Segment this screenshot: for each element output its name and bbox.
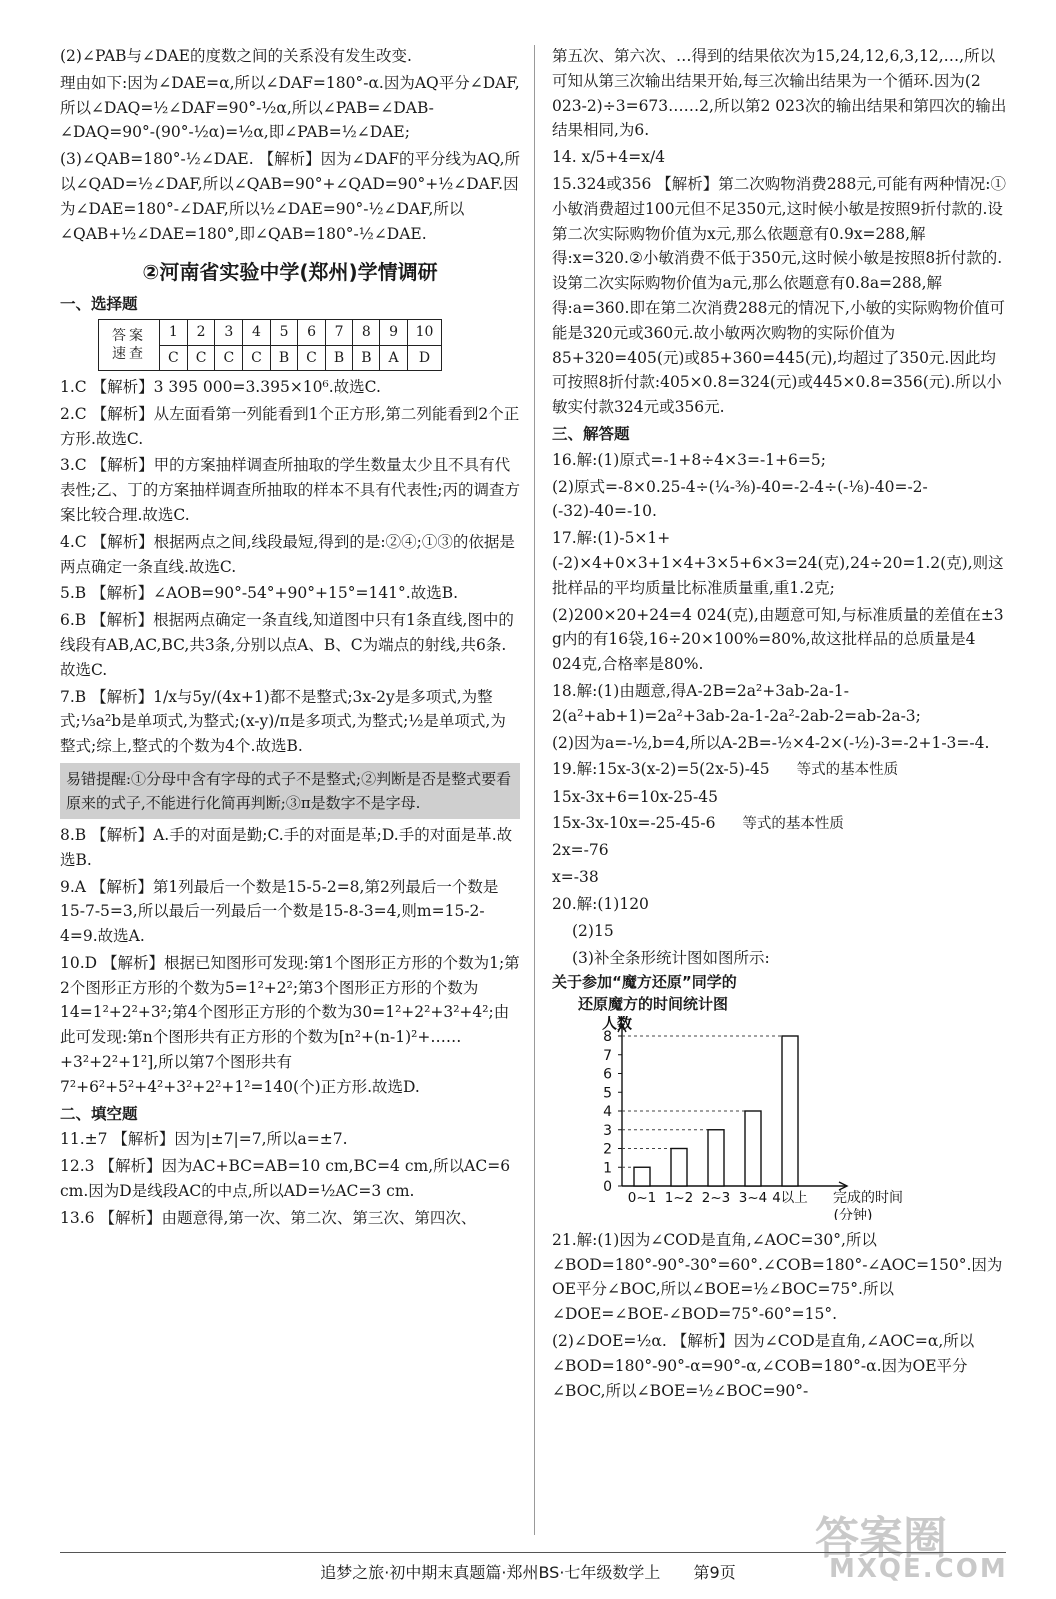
answer-19-step: 15x-3x-10x=-25-45-6 xyxy=(552,814,716,833)
answer-num: 10 xyxy=(407,320,442,345)
answer-letter: B xyxy=(270,345,297,370)
section-heading: ②河南省实验中学(郑州)学情调研 xyxy=(142,260,438,285)
answer-letter: A xyxy=(380,345,407,370)
y-axis-label: 人数 xyxy=(602,1015,633,1032)
left-column xyxy=(60,44,520,1233)
answer-part-2-body: 理由如下:因为∠DAE=α,所以∠DAF=180°-α.因为AQ平分∠DAF,所以∠DAQ=½∠DAF=90°-½α,所以∠PAB=∠DAB-∠DAQ=90°-(90°-½α)=½α,即∠PAB=½∠DAE; xyxy=(60,73,520,142)
answer-19-step: 19.解:15x-3(x-2)=5(2x-5)-45 xyxy=(552,760,770,779)
x-tick-label: 3~4 xyxy=(738,1189,768,1206)
answer-19-line xyxy=(552,811,1007,836)
answer-1: 1.C 【解析】3 395 000=3.395×10⁶.故选C. xyxy=(60,377,381,396)
answer-letter: B xyxy=(353,345,380,370)
x-axis-label: 完成的时间 xyxy=(833,1189,903,1206)
x-tick-label: 1~2 xyxy=(664,1189,694,1206)
answer-num: 1 xyxy=(160,320,188,345)
answer-18-1: 18.解:(1)由题意,得A-2B=2a²+3ab-2a-1-2(a²+ab+1)=2a²+3ab-2a-1-2a²-2ab-2=ab-2a-3; xyxy=(552,681,921,725)
x-axis-unit: (分钟) xyxy=(833,1207,873,1220)
chart-title-line-2: 还原魔方的时间统计图 xyxy=(578,995,729,1014)
y-tick-label: 1 xyxy=(603,1160,612,1177)
answer-14: 14. x/5+4=x/4 xyxy=(552,148,666,167)
answer-table-header: 答案速查 xyxy=(99,320,160,371)
bar xyxy=(782,1036,798,1186)
watermark-logo xyxy=(815,1502,1008,1594)
answer-11: 11.±7 【解析】因为|±7|=7,所以a=±7. xyxy=(60,1130,348,1149)
answer-num: 3 xyxy=(215,320,243,345)
y-tick-label: 0 xyxy=(603,1178,612,1195)
answer-19-note: 等式的基本性质 xyxy=(796,762,899,779)
section-solve-title: 三、解答题 xyxy=(552,424,630,443)
answer-letter: C xyxy=(187,345,215,370)
answer-20-2: (2)15 xyxy=(572,921,614,940)
answer-table-number-row xyxy=(99,320,442,345)
answer-2: 2.C 【解析】从左面看第一列能看到1个正方形,第二列能看到2个正方形.故选C. xyxy=(60,404,520,448)
answer-letter: C xyxy=(215,345,243,370)
answer-9: 9.A 【解析】第1列最后一个数是15-5-2=8,第2列最后一个数是15-7-5=3,所以最后一列最后一个数是15-8-3=4,则m=15-2-4=9.故选A. xyxy=(60,877,499,946)
answer-19-step: x=-38 xyxy=(552,868,599,887)
answer-num: 4 xyxy=(243,320,271,345)
answer-num: 2 xyxy=(187,320,215,345)
bar xyxy=(671,1148,687,1186)
answer-letter: C xyxy=(243,345,271,370)
answer-16-1: 16.解:(1)原式=-1+8÷4×3=-1+6=5; xyxy=(552,450,826,469)
watermark-url: MXQE.COM xyxy=(829,1554,1008,1584)
column-divider xyxy=(534,45,535,1535)
answer-letter: C xyxy=(160,345,188,370)
right-column xyxy=(552,44,1007,1405)
answer-table xyxy=(98,319,442,371)
answer-13: 13.6 【解析】由题意得,第一次、第二次、第三次、第四次、 xyxy=(60,1208,477,1227)
answer-10: 10.D 【解析】根据已知图形可发现:第1个图形正方形的个数为1;第2个图形正方形的个数为5=1²+2²;第3个图形正方形的个数为14=1²+2²+3²;第4个图形正方形的个数为30=1²+2²+3²+4²;由此可发现:第n个图形共有正方形的个数为[n²+(n-1)²+……+3²+2²+1²],所以第7个图形共有7²+6²+5²+4²+3²+2²+1²=140(个)正方形.故选D. xyxy=(60,953,520,1096)
answer-part-2-header: (2)∠PAB与∠DAE的度数之间的关系没有发生改变. xyxy=(60,47,412,65)
answer-19-line xyxy=(552,757,1007,782)
bar xyxy=(634,1167,650,1186)
error-tip-box: 易错提醒:①分母中含有字母的式子不是整式;②判断是否是整式要看原来的式子,不能进行化简再判断;③π是数字不是字母. xyxy=(60,763,520,819)
y-tick-label: 7 xyxy=(603,1047,612,1064)
section-fill-title: 二、填空题 xyxy=(60,1104,138,1123)
bar xyxy=(708,1130,724,1186)
x-tick-label: 0~1 xyxy=(627,1189,657,1206)
y-tick-label: 3 xyxy=(603,1122,612,1139)
bar-chart xyxy=(552,1016,952,1220)
answer-19-note: 等式的基本性质 xyxy=(742,816,844,833)
watermark-title: 答案圈 xyxy=(815,1513,947,1564)
answer-num: 7 xyxy=(325,320,352,345)
answer-19-step: 2x=-76 xyxy=(552,841,609,860)
chart-title xyxy=(552,972,1007,1016)
page-number: 第9页 xyxy=(693,1563,736,1582)
answer-7: 7.B 【解析】1/x与5y/(4x+1)都不是整式;3x-2y是多项式,为整式;⅓a²b是单项式,为整式;(x-y)/π是多项式,为整式;½是单项式,为整式;综上,整式的个数为4个.故选B. xyxy=(60,687,506,756)
answer-num: 9 xyxy=(380,320,407,345)
x-tick-label: 2~3 xyxy=(701,1189,731,1206)
answer-part-3: (3)∠QAB=180°-½∠DAE. 【解析】因为∠DAF的平分线为AQ,所以∠QAD=½∠DAF,所以∠QAB=90°+∠QAD=90°+½∠DAF.因为∠DAE=180°-∠DAF,所以½∠DAE=90°-½∠DAF,所以∠QAB+½∠DAE=180°,即∠QAB=180°-½∠DAE. xyxy=(60,150,521,243)
answer-letter: D xyxy=(407,345,442,370)
y-tick-label: 8 xyxy=(603,1028,612,1045)
answer-15: 15.324或356 【解析】第二次购物消费288元,可能有两种情况:①小敏消费超过100元但不足350元,这时候小敏是按照9折付款的.设第二次实际购物价值为x元,那么依题意有0.9x=288,解得:x=320.②小敏消费不低于350元,这时候小敏是按照8折付款的.设第二次实际购物价值为a元,那么依题意有0.8a=288,解得:a=360.即在第二次消费288元的情况下,小敏的实际购物价值可能是320元或360元.故小敏两次购物的实际价值为85+320=405(元)或85+360=445(元),均超过了350元.因此均可按照8折付款:405×0.8=324(元)或445×0.8=356(元).所以小敏实付款324元或356元. xyxy=(552,174,1006,417)
answer-21-2: (2)∠DOE=½α. 【解析】因为∠COD是直角,∠AOC=α,所以∠BOD=180°-90°-α=90°-α,∠COB=180°-α.因为OE平分∠BOC,所以∠BOE=½∠BOC=90°- xyxy=(552,1331,975,1400)
answer-letter: C xyxy=(298,345,326,370)
answer-4: 4.C 【解析】根据两点之间,线段最短,得到的是:②④;①③的依据是两点确定一条直线.故选C. xyxy=(60,532,515,576)
chart-title-line-1: 关于参加“魔方还原”同学的 xyxy=(552,973,737,992)
answer-16-2: (2)原式=-8×0.25-4÷(¼-⅜)-40=-2-4÷(-⅛)-40=-2-(-32)-40=-10. xyxy=(552,477,928,521)
answer-20-3: (3)补全条形统计图如图所示: xyxy=(572,948,770,967)
y-tick-label: 5 xyxy=(603,1085,612,1102)
answer-8: 8.B 【解析】A.手的对面是勤;C.手的对面是革;D.手的对面是革.故选B. xyxy=(60,825,513,869)
answer-num: 6 xyxy=(298,320,326,345)
answer-5: 5.B 【解析】∠AOB=90°-54°+90°+15°=141°.故选B. xyxy=(60,584,459,603)
answer-12: 12.3 【解析】因为AC+BC=AB=10 cm,BC=4 cm,所以AC=6 cm.因为D是线段AC的中点,所以AD=½AC=3 cm. xyxy=(60,1157,511,1201)
answer-num: 8 xyxy=(353,320,380,345)
answer-18-2: (2)因为a=-½,b=4,所以A-2B=-½×4-2×(-½)-3=-2+1-3=-4. xyxy=(552,733,990,752)
answer-21-1: 21.解:(1)因为∠COD是直角,∠AOC=30°,所以∠BOD=180°-90°-30°=60°.∠COB=180°-∠AOC=150°.因为OE平分∠BOC,所以∠BOE=½∠BOC=75°.所以∠DOE=∠BOE-∠BOD=75°-60°=15°. xyxy=(552,1230,1003,1324)
answer-20-1: 20.解:(1)120 xyxy=(552,895,649,914)
answer-letter: B xyxy=(325,345,352,370)
y-tick-label: 2 xyxy=(603,1141,612,1158)
y-tick-label: 4 xyxy=(603,1103,612,1120)
answer-num: 5 xyxy=(270,320,297,345)
answer-13-continued: 第五次、第六次、…得到的结果依次为15,24,12,6,3,12,…,所以可知从第三次输出结果开始,每三次输出结果为一个循环.因为(2 023-2)÷3=673……2,所以第2 023次的输出结果和第四次的输出结果相同,为6. xyxy=(552,47,1007,140)
y-tick-label: 6 xyxy=(603,1066,612,1083)
x-tick-label: 4以上 xyxy=(772,1189,808,1206)
section-choice-title: 一、选择题 xyxy=(60,295,138,314)
footer-text: 追梦之旅·初中期末真题篇·郑州BS·七年级数学上 xyxy=(320,1563,661,1582)
answer-3: 3.C 【解析】甲的方案抽样调查所抽取的学生数量太少且不具有代表性;乙、丁的方案抽样调查所抽取的样本不具有代表性;丙的调查方案比较合理.故选C. xyxy=(60,456,520,524)
answer-19-step: 15x-3x+6=10x-25-45 xyxy=(552,787,718,806)
answer-17-2: (2)200×20+24=4 024(克),由题意可知,与标准质量的差值在±3 g内的有16袋,16÷20×100%=80%,故这批样品的总质量是4 024克,合格率是80%. xyxy=(552,605,1004,674)
answer-6: 6.B 【解析】根据两点确定一条直线,知道图中只有1条直线,图中的线段有AB,AC,BC,共3条,分别以点A、B、C为端点的射线,共6条.故选C. xyxy=(60,611,514,679)
answer-17-1: 17.解:(1)-5×1+(-2)×4+0×3+1×4+3×5+6×3=24(克),24÷20=1.2(克),则这批样品的平均质量比标准质量重,重1.2克; xyxy=(552,529,1004,597)
bar xyxy=(745,1111,761,1186)
